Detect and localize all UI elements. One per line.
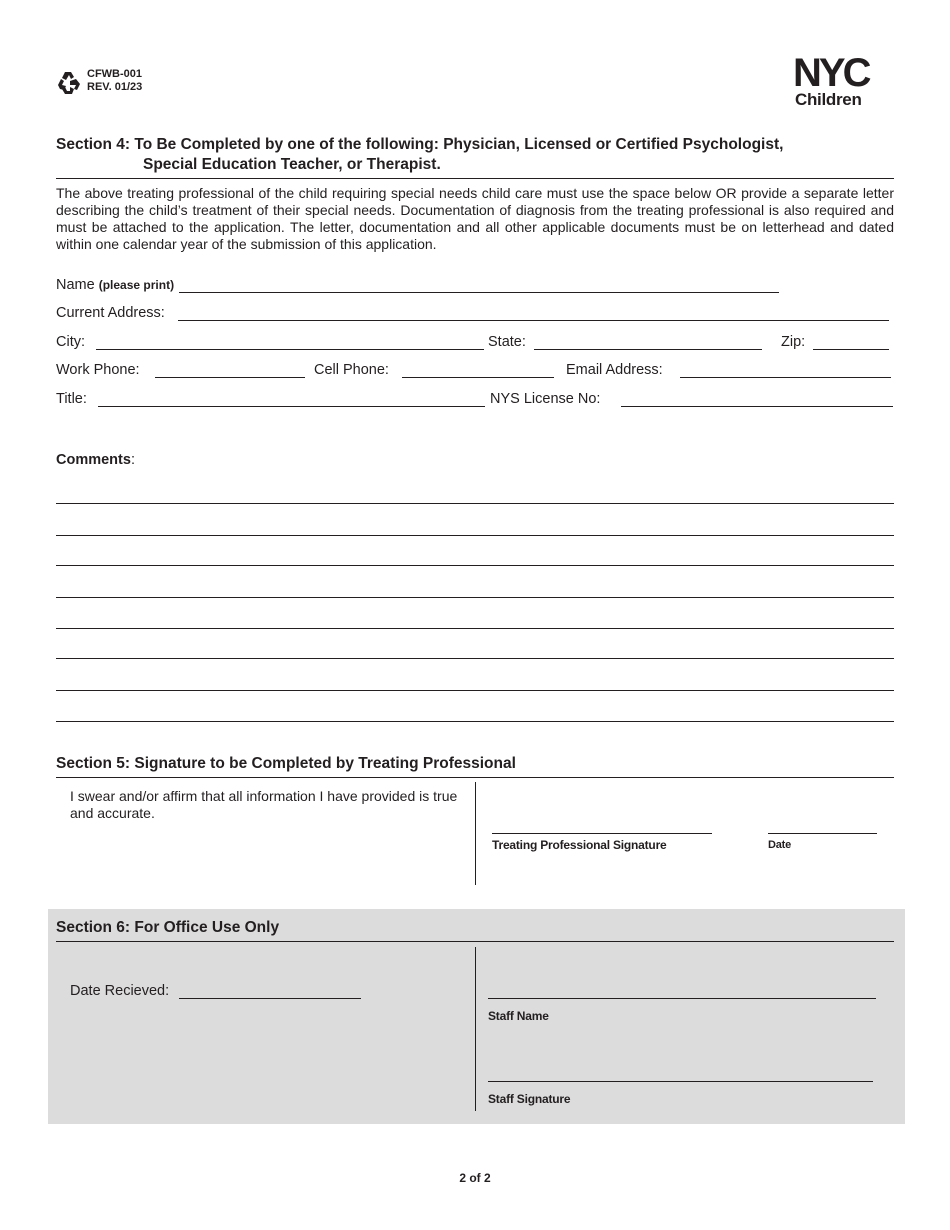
email-label: Email Address: (566, 362, 663, 378)
section6-rule (56, 941, 894, 942)
state-input[interactable] (534, 349, 762, 350)
work-phone-input[interactable] (155, 377, 305, 378)
logo-text: NYC (793, 56, 869, 95)
section5-rule (56, 777, 894, 778)
form-code (87, 68, 142, 94)
comment-line[interactable] (56, 628, 894, 629)
comments-label: Comments: (56, 452, 135, 468)
address-label: Current Address: (56, 305, 165, 321)
comment-line[interactable] (56, 597, 894, 598)
license-input[interactable] (621, 406, 893, 407)
affirmation-text: I swear and/or affirm that all information I have provided is true and accurate. (70, 788, 458, 821)
signature-date-label: Date (768, 839, 792, 851)
signature-date-input[interactable] (768, 833, 877, 834)
staff-name-input[interactable] (488, 998, 876, 999)
city-label: City: (56, 334, 85, 350)
professional-signature-label: Treating Professional Signature (492, 838, 667, 852)
address-input[interactable] (178, 320, 889, 321)
comment-line[interactable] (56, 658, 894, 659)
comment-line[interactable] (56, 503, 894, 504)
date-received-input[interactable] (179, 998, 361, 999)
email-input[interactable] (680, 377, 891, 378)
section4-rule (56, 178, 894, 179)
page-number: 2 of 2 (459, 1171, 491, 1185)
comment-line[interactable] (56, 721, 894, 722)
name-input[interactable] (179, 292, 779, 293)
staff-name-label: Staff Name (488, 1009, 549, 1023)
section6-title: Section 6: For Office Use Only (56, 919, 280, 936)
name-label: Name (please print) (56, 277, 175, 293)
form-revision: REV. 01/23 (87, 81, 143, 93)
section4-title-line1: Section 4: To Be Completed by one of the following: Physician, Licensed or Certified Psychologist, (56, 136, 784, 153)
zip-label: Zip: (781, 334, 806, 350)
professional-signature-input[interactable] (492, 833, 712, 834)
cell-phone-label: Cell Phone: (314, 362, 389, 378)
section4-instructions: The above treating professional of the child requiring special needs child care must use the space below OR provide a separate letter describing the child’s treatment of their special needs. Documentation of diagnosis from the treating professional is also required and must be attached to the application. The letter, documentation and all other applicable documents must be on letterhead and dated within one calendar year of the submission of this application. (56, 185, 894, 252)
form-number: CFWB-001 (87, 68, 143, 80)
comment-line[interactable] (56, 535, 894, 536)
section6-divider (475, 947, 476, 1111)
staff-signature-label: Staff Signature (488, 1092, 571, 1106)
zip-input[interactable] (813, 349, 889, 350)
staff-signature-input[interactable] (488, 1081, 873, 1082)
section5-title: Section 5: Signature to be Completed by Treating Professional (56, 755, 516, 772)
section5-divider (475, 782, 476, 885)
name-hint: (please print) (98, 278, 175, 292)
city-input[interactable] (96, 349, 484, 350)
section4-title-line2: Special Education Teacher, or Therapist. (143, 156, 441, 173)
comment-line[interactable] (56, 565, 894, 566)
work-phone-label: Work Phone: (56, 362, 140, 378)
comment-line[interactable] (56, 690, 894, 691)
title-label: Title: (56, 391, 87, 407)
license-label: NYS License No: (490, 391, 601, 407)
state-label: State: (488, 334, 526, 350)
date-received-label: Date Recieved: (70, 983, 170, 999)
logo-subtext: Children (795, 90, 862, 109)
recycle-icon (56, 70, 82, 96)
cell-phone-input[interactable] (402, 377, 554, 378)
title-input[interactable] (98, 406, 485, 407)
